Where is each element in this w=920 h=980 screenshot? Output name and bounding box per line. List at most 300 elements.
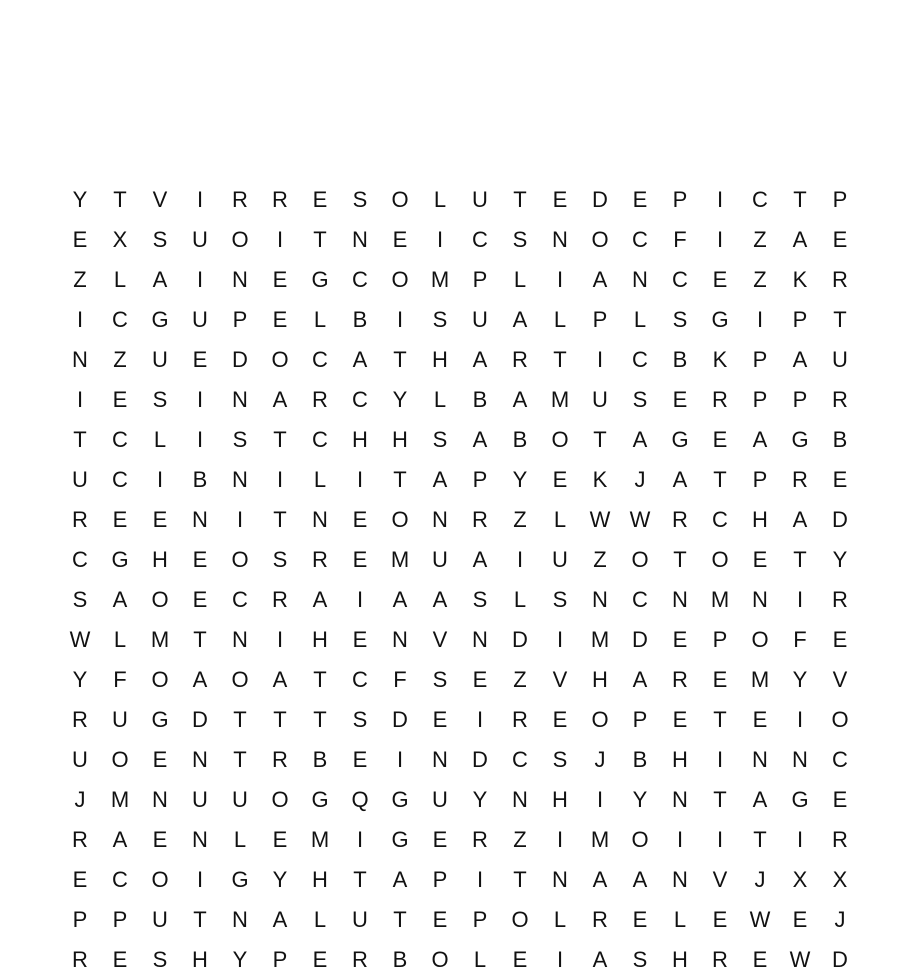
letter-cell[interactable]: P [432, 867, 448, 892]
letter-cell[interactable]: N [512, 787, 528, 812]
letter-cell[interactable]: E [432, 707, 448, 732]
letter-cell[interactable]: H [192, 947, 208, 972]
letter-cell[interactable]: I [716, 227, 724, 252]
letter-cell[interactable]: I [356, 467, 364, 492]
letter-cell[interactable]: H [152, 547, 168, 572]
letter-cell[interactable]: R [272, 747, 288, 772]
letter-cell[interactable]: H [312, 867, 328, 892]
letter-cell[interactable]: I [356, 827, 364, 852]
letter-cell[interactable]: S [672, 307, 688, 332]
letter-cell[interactable]: R [832, 267, 848, 292]
letter-cell[interactable]: U [232, 787, 248, 812]
letter-cell[interactable]: E [152, 827, 168, 852]
letter-cell[interactable]: V [152, 187, 168, 212]
letter-cell[interactable]: T [833, 307, 847, 332]
letter-cell[interactable]: Y [632, 787, 648, 812]
letter-cell[interactable]: H [672, 747, 688, 772]
letter-cell[interactable]: S [232, 427, 248, 452]
letter-cell[interactable]: M [550, 387, 570, 412]
letter-cell[interactable]: Z [513, 507, 527, 532]
letter-cell[interactable]: O [111, 747, 129, 772]
letter-cell[interactable]: E [352, 547, 368, 572]
letter-cell[interactable]: I [156, 467, 164, 492]
letter-cell[interactable]: R [272, 187, 288, 212]
letter-cell[interactable]: O [591, 707, 609, 732]
letter-cell[interactable]: O [231, 227, 249, 252]
letter-cell[interactable]: S [352, 707, 368, 732]
letter-cell[interactable]: H [352, 427, 368, 452]
letter-cell[interactable]: A [392, 587, 408, 612]
letter-cell[interactable]: A [272, 667, 288, 692]
letter-cell[interactable]: I [676, 827, 684, 852]
letter-cell[interactable]: T [233, 707, 247, 732]
letter-cell[interactable]: U [432, 547, 448, 572]
letter-cell[interactable]: J [634, 467, 646, 492]
letter-cell[interactable]: A [592, 947, 608, 972]
letter-cell[interactable]: L [473, 947, 487, 972]
letter-cell[interactable]: I [76, 307, 84, 332]
letter-cell[interactable]: P [472, 467, 488, 492]
letter-cell[interactable]: N [592, 587, 608, 612]
letter-cell[interactable]: G [151, 707, 169, 732]
letter-cell[interactable]: R [512, 347, 528, 372]
letter-cell[interactable]: U [112, 707, 128, 732]
letter-cell[interactable]: I [396, 747, 404, 772]
letter-cell[interactable]: J [74, 787, 86, 812]
letter-cell[interactable]: G [711, 307, 729, 332]
letter-cell[interactable]: L [553, 907, 567, 932]
letter-cell[interactable]: C [112, 307, 128, 332]
letter-cell[interactable]: O [591, 227, 609, 252]
letter-cell[interactable]: I [556, 627, 564, 652]
letter-cell[interactable]: Z [753, 267, 767, 292]
letter-cell[interactable]: W [629, 507, 651, 532]
letter-cell[interactable]: V [432, 627, 448, 652]
letter-cell[interactable]: I [196, 427, 204, 452]
letter-cell[interactable]: C [112, 867, 128, 892]
letter-cell[interactable]: R [72, 707, 88, 732]
letter-cell[interactable]: Y [232, 947, 248, 972]
letter-cell[interactable]: Z [513, 827, 527, 852]
letter-cell[interactable]: Y [392, 387, 408, 412]
letter-cell[interactable]: S [72, 587, 88, 612]
letter-cell[interactable]: N [672, 787, 688, 812]
letter-cell[interactable]: G [151, 307, 169, 332]
letter-cell[interactable]: N [72, 347, 88, 372]
letter-cell[interactable]: O [831, 707, 849, 732]
letter-cell[interactable]: E [152, 747, 168, 772]
letter-cell[interactable]: T [193, 907, 207, 932]
letter-cell[interactable]: N [792, 747, 808, 772]
letter-cell[interactable]: E [832, 787, 848, 812]
letter-cell[interactable]: N [672, 587, 688, 612]
letter-cell[interactable]: P [712, 627, 728, 652]
letter-cell[interactable]: T [193, 627, 207, 652]
letter-cell[interactable]: H [752, 507, 768, 532]
letter-cell[interactable]: O [391, 267, 409, 292]
letter-cell[interactable]: B [192, 467, 208, 492]
letter-cell[interactable]: U [352, 907, 368, 932]
letter-cell[interactable]: C [672, 267, 688, 292]
letter-cell[interactable]: U [192, 307, 208, 332]
letter-cell[interactable]: E [552, 707, 568, 732]
letter-cell[interactable]: A [792, 227, 808, 252]
letter-cell[interactable]: E [112, 387, 128, 412]
letter-cell[interactable]: Y [512, 467, 528, 492]
letter-cell[interactable]: R [232, 187, 248, 212]
letter-cell[interactable]: L [513, 267, 527, 292]
letter-cell[interactable]: N [152, 787, 168, 812]
letter-cell[interactable]: I [596, 787, 604, 812]
letter-cell[interactable]: T [113, 187, 127, 212]
letter-cell[interactable]: P [792, 387, 808, 412]
letter-cell[interactable]: R [72, 507, 88, 532]
letter-cell[interactable]: R [72, 827, 88, 852]
letter-cell[interactable]: L [113, 267, 127, 292]
letter-cell[interactable]: I [476, 707, 484, 732]
letter-cell[interactable]: S [632, 947, 648, 972]
letter-cell[interactable]: I [796, 707, 804, 732]
letter-cell[interactable]: M [750, 667, 770, 692]
letter-cell[interactable]: B [512, 427, 528, 452]
letter-cell[interactable]: E [712, 667, 728, 692]
letter-cell[interactable]: P [832, 187, 848, 212]
letter-cell[interactable]: H [592, 667, 608, 692]
letter-cell[interactable]: V [832, 667, 848, 692]
letter-cell[interactable]: C [112, 467, 128, 492]
letter-cell[interactable]: E [272, 307, 288, 332]
letter-cell[interactable]: N [672, 867, 688, 892]
letter-cell[interactable]: H [312, 627, 328, 652]
letter-cell[interactable]: E [752, 547, 768, 572]
letter-cell[interactable]: I [716, 827, 724, 852]
letter-cell[interactable]: M [430, 267, 450, 292]
letter-cell[interactable]: S [352, 187, 368, 212]
letter-cell[interactable]: T [713, 707, 727, 732]
letter-cell[interactable]: S [152, 947, 168, 972]
letter-cell[interactable]: U [72, 467, 88, 492]
letter-cell[interactable]: W [749, 907, 771, 932]
letter-cell[interactable]: U [592, 387, 608, 412]
letter-cell[interactable]: A [112, 587, 128, 612]
letter-cell[interactable]: S [152, 387, 168, 412]
letter-cell[interactable]: N [752, 747, 768, 772]
letter-cell[interactable]: S [432, 427, 448, 452]
letter-cell[interactable]: C [232, 587, 248, 612]
letter-cell[interactable]: E [712, 427, 728, 452]
letter-cell[interactable]: N [392, 627, 408, 652]
letter-cell[interactable]: R [672, 667, 688, 692]
letter-cell[interactable]: E [512, 947, 528, 972]
letter-cell[interactable]: E [192, 347, 208, 372]
letter-cell[interactable]: E [832, 467, 848, 492]
letter-cell[interactable]: Y [792, 667, 808, 692]
letter-cell[interactable]: E [352, 627, 368, 652]
letter-cell[interactable]: A [632, 427, 648, 452]
letter-cell[interactable]: L [433, 387, 447, 412]
letter-cell[interactable]: E [112, 947, 128, 972]
letter-cell[interactable]: E [72, 227, 88, 252]
letter-cell[interactable]: C [352, 667, 368, 692]
letter-cell[interactable]: I [796, 587, 804, 612]
letter-cell[interactable]: N [632, 267, 648, 292]
letter-cell[interactable]: G [391, 787, 409, 812]
letter-cell[interactable]: F [673, 227, 687, 252]
letter-cell[interactable]: O [151, 587, 169, 612]
letter-cell[interactable]: R [792, 467, 808, 492]
letter-cell[interactable]: E [312, 947, 328, 972]
letter-cell[interactable]: O [151, 867, 169, 892]
letter-cell[interactable]: F [793, 627, 807, 652]
letter-cell[interactable]: D [592, 187, 608, 212]
letter-cell[interactable]: C [632, 347, 648, 372]
letter-cell[interactable]: A [112, 827, 128, 852]
letter-cell[interactable]: E [272, 267, 288, 292]
letter-cell[interactable]: N [232, 627, 248, 652]
letter-cell[interactable]: P [792, 307, 808, 332]
letter-cell[interactable]: S [432, 667, 448, 692]
letter-cell[interactable]: C [312, 347, 328, 372]
letter-cell[interactable]: A [512, 307, 528, 332]
letter-cell[interactable]: E [192, 587, 208, 612]
letter-cell[interactable]: S [272, 547, 288, 572]
letter-cell[interactable]: W [69, 627, 91, 652]
letter-cell[interactable]: D [832, 507, 848, 532]
letter-cell[interactable]: O [511, 907, 529, 932]
letter-cell[interactable]: C [712, 507, 728, 532]
letter-cell[interactable]: N [472, 627, 488, 652]
letter-cell[interactable]: U [472, 187, 488, 212]
letter-cell[interactable]: B [832, 427, 848, 452]
letter-cell[interactable]: R [712, 387, 728, 412]
letter-cell[interactable]: S [472, 587, 488, 612]
letter-cell[interactable]: M [390, 547, 410, 572]
letter-cell[interactable]: C [752, 187, 768, 212]
letter-cell[interactable]: P [232, 307, 248, 332]
letter-cell[interactable]: A [752, 787, 768, 812]
letter-cell[interactable]: E [672, 627, 688, 652]
letter-cell[interactable]: R [72, 947, 88, 972]
letter-cell[interactable]: T [73, 427, 87, 452]
letter-cell[interactable]: J [594, 747, 606, 772]
letter-cell[interactable]: N [232, 387, 248, 412]
letter-cell[interactable]: R [712, 947, 728, 972]
letter-cell[interactable]: P [752, 467, 768, 492]
letter-cell[interactable]: L [633, 307, 647, 332]
letter-cell[interactable]: T [713, 787, 727, 812]
letter-cell[interactable]: C [632, 587, 648, 612]
letter-cell[interactable]: D [232, 347, 248, 372]
letter-cell[interactable]: P [752, 387, 768, 412]
letter-cell[interactable]: O [631, 547, 649, 572]
letter-cell[interactable]: Q [351, 787, 369, 812]
letter-cell[interactable]: W [789, 947, 811, 972]
letter-cell[interactable]: A [632, 667, 648, 692]
letter-cell[interactable]: T [313, 667, 327, 692]
letter-cell[interactable]: L [513, 587, 527, 612]
letter-cell[interactable]: U [152, 907, 168, 932]
letter-cell[interactable]: I [556, 947, 564, 972]
letter-cell[interactable]: R [832, 587, 848, 612]
letter-cell[interactable]: P [472, 267, 488, 292]
letter-cell[interactable]: E [112, 507, 128, 532]
letter-cell[interactable]: N [192, 827, 208, 852]
letter-cell[interactable]: G [791, 787, 809, 812]
letter-cell[interactable]: P [592, 307, 608, 332]
letter-cell[interactable]: E [352, 747, 368, 772]
letter-cell[interactable]: L [113, 627, 127, 652]
letter-cell[interactable]: D [832, 947, 848, 972]
letter-cell[interactable]: A [352, 347, 368, 372]
letter-cell[interactable]: T [353, 867, 367, 892]
letter-cell[interactable]: T [513, 187, 527, 212]
letter-cell[interactable]: A [792, 347, 808, 372]
letter-cell[interactable]: L [553, 507, 567, 532]
letter-cell[interactable]: C [472, 227, 488, 252]
letter-cell[interactable]: A [792, 507, 808, 532]
letter-cell[interactable]: M [110, 787, 130, 812]
letter-cell[interactable]: T [273, 707, 287, 732]
letter-cell[interactable]: O [271, 347, 289, 372]
letter-cell[interactable]: T [593, 427, 607, 452]
letter-cell[interactable]: T [713, 467, 727, 492]
letter-cell[interactable]: I [756, 307, 764, 332]
letter-cell[interactable]: O [231, 667, 249, 692]
letter-cell[interactable]: R [472, 827, 488, 852]
letter-cell[interactable]: S [552, 747, 568, 772]
letter-cell[interactable]: I [716, 187, 724, 212]
letter-cell[interactable]: A [472, 347, 488, 372]
letter-cell[interactable]: A [592, 867, 608, 892]
letter-cell[interactable]: T [313, 707, 327, 732]
letter-cell[interactable]: M [710, 587, 730, 612]
letter-cell[interactable]: L [433, 187, 447, 212]
letter-cell[interactable]: E [432, 827, 448, 852]
letter-cell[interactable]: I [796, 827, 804, 852]
letter-cell[interactable]: G [311, 787, 329, 812]
letter-cell[interactable]: I [196, 867, 204, 892]
letter-cell[interactable]: I [356, 587, 364, 612]
letter-cell[interactable]: N [432, 747, 448, 772]
letter-cell[interactable]: E [832, 627, 848, 652]
letter-cell[interactable]: P [72, 907, 88, 932]
letter-cell[interactable]: U [832, 347, 848, 372]
letter-cell[interactable]: L [673, 907, 687, 932]
letter-cell[interactable]: T [393, 347, 407, 372]
letter-cell[interactable]: R [672, 507, 688, 532]
letter-cell[interactable]: K [592, 467, 608, 492]
letter-cell[interactable]: U [552, 547, 568, 572]
letter-cell[interactable]: U [192, 227, 208, 252]
letter-cell[interactable]: B [632, 747, 648, 772]
letter-cell[interactable]: N [232, 907, 248, 932]
letter-cell[interactable]: H [392, 427, 408, 452]
letter-cell[interactable]: P [752, 347, 768, 372]
letter-cell[interactable]: Z [753, 227, 767, 252]
letter-cell[interactable]: H [672, 947, 688, 972]
letter-cell[interactable]: C [352, 267, 368, 292]
letter-cell[interactable]: B [312, 747, 328, 772]
letter-cell[interactable]: N [232, 467, 248, 492]
letter-cell[interactable]: A [272, 907, 288, 932]
letter-cell[interactable]: K [792, 267, 808, 292]
letter-cell[interactable]: I [476, 867, 484, 892]
letter-cell[interactable]: E [632, 907, 648, 932]
letter-cell[interactable]: A [432, 587, 448, 612]
letter-cell[interactable]: R [472, 507, 488, 532]
letter-cell[interactable]: O [391, 187, 409, 212]
letter-cell[interactable]: T [393, 907, 407, 932]
letter-cell[interactable]: C [72, 547, 88, 572]
letter-cell[interactable]: P [672, 187, 688, 212]
letter-cell[interactable]: B [352, 307, 368, 332]
letter-cell[interactable]: A [392, 867, 408, 892]
letter-cell[interactable]: R [592, 907, 608, 932]
letter-cell[interactable]: O [751, 627, 769, 652]
letter-cell[interactable]: J [834, 907, 846, 932]
letter-cell[interactable]: S [632, 387, 648, 412]
letter-cell[interactable]: L [313, 467, 327, 492]
letter-cell[interactable]: N [552, 867, 568, 892]
letter-cell[interactable]: D [392, 707, 408, 732]
letter-cell[interactable]: I [196, 187, 204, 212]
letter-cell[interactable]: X [792, 867, 808, 892]
letter-cell[interactable]: E [632, 187, 648, 212]
letter-cell[interactable]: V [552, 667, 568, 692]
letter-cell[interactable]: G [391, 827, 409, 852]
letter-cell[interactable]: P [112, 907, 128, 932]
letter-cell[interactable]: S [552, 587, 568, 612]
letter-cell[interactable]: M [150, 627, 170, 652]
letter-cell[interactable]: T [793, 187, 807, 212]
letter-cell[interactable]: R [272, 587, 288, 612]
letter-cell[interactable]: O [631, 827, 649, 852]
letter-cell[interactable]: S [152, 227, 168, 252]
letter-cell[interactable]: A [752, 427, 768, 452]
letter-cell[interactable]: V [712, 867, 728, 892]
letter-cell[interactable]: U [472, 307, 488, 332]
letter-cell[interactable]: Z [593, 547, 607, 572]
letter-cell[interactable]: L [313, 307, 327, 332]
letter-cell[interactable]: L [233, 827, 247, 852]
letter-cell[interactable]: U [192, 787, 208, 812]
letter-cell[interactable]: O [711, 547, 729, 572]
letter-cell[interactable]: E [552, 467, 568, 492]
letter-cell[interactable]: T [753, 827, 767, 852]
letter-cell[interactable]: D [512, 627, 528, 652]
letter-cell[interactable]: A [472, 547, 488, 572]
letter-cell[interactable]: O [431, 947, 449, 972]
letter-cell[interactable]: A [632, 867, 648, 892]
letter-cell[interactable]: I [516, 547, 524, 572]
letter-cell[interactable]: I [716, 747, 724, 772]
letter-cell[interactable]: I [556, 827, 564, 852]
letter-cell[interactable]: R [312, 387, 328, 412]
letter-cell[interactable]: T [273, 507, 287, 532]
letter-cell[interactable]: E [712, 267, 728, 292]
letter-cell[interactable]: T [513, 867, 527, 892]
letter-cell[interactable]: N [232, 267, 248, 292]
letter-cell[interactable]: O [271, 787, 289, 812]
letter-cell[interactable]: B [392, 947, 408, 972]
letter-cell[interactable]: T [553, 347, 567, 372]
letter-cell[interactable]: X [832, 867, 848, 892]
letter-cell[interactable]: E [392, 227, 408, 252]
letter-cell[interactable]: I [76, 387, 84, 412]
letter-cell[interactable]: P [632, 707, 648, 732]
letter-cell[interactable]: G [791, 427, 809, 452]
letter-cell[interactable]: H [432, 347, 448, 372]
